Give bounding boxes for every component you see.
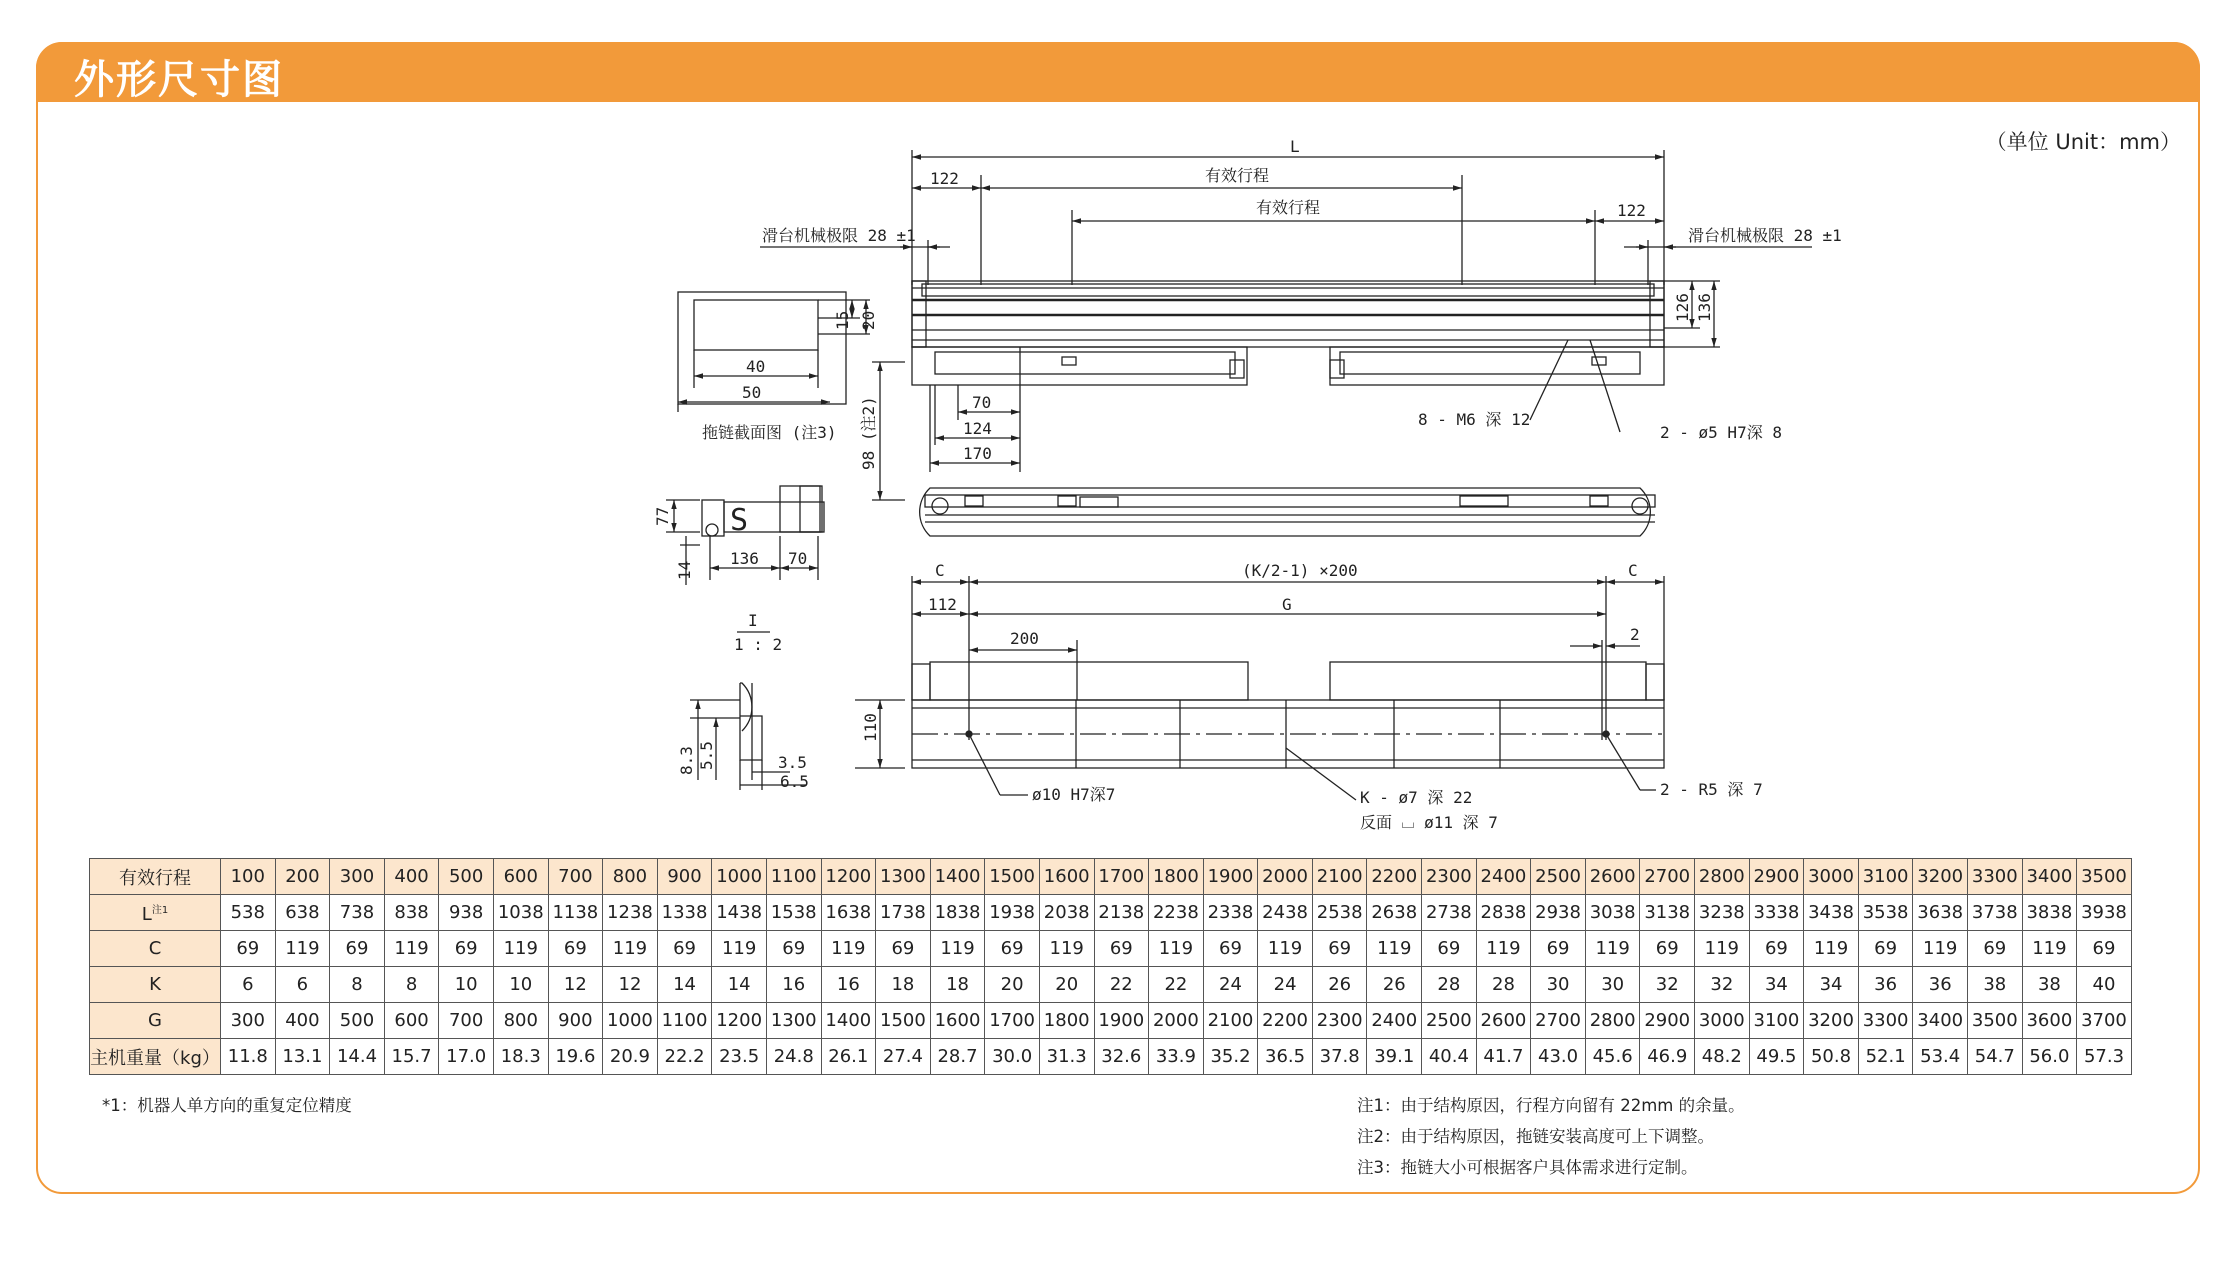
table-cell: 2700 [1640,859,1695,895]
table-cell: 6 [221,967,276,1003]
table-cell: 54.7 [1968,1039,2023,1075]
table-cell: 1338 [657,895,712,931]
table-cell: 69 [221,931,276,967]
dim-122-right-label: 122 [1617,201,1646,220]
table-cell: 300 [221,1003,276,1039]
table-cell: 24.8 [766,1039,821,1075]
dim-170-label: 170 [963,444,992,463]
detail-scale: 1 : 2 [734,635,783,654]
table-cell: 119 [2022,931,2077,967]
table-cell: 30 [1585,967,1640,1003]
table-cell: 36 [1858,967,1913,1003]
table-cell: 1500 [876,1003,931,1039]
table-cell: 1800 [1039,1003,1094,1039]
chain-dim-50-label: 50 [742,383,762,402]
table-cell: 38 [2022,967,2077,1003]
table-cell: 22 [1149,967,1204,1003]
table-cell: 69 [1312,931,1367,967]
table-cell: 2100 [1203,1003,1258,1039]
table-cell: 30.0 [985,1039,1040,1075]
table-cell: 14.4 [330,1039,385,1075]
table-cell: 27.4 [876,1039,931,1075]
table-cell: 2638 [1367,895,1422,931]
limit-left-label: 滑台机械极限 28 ±1 [762,226,916,245]
table-cell: 2800 [1585,1003,1640,1039]
table-cell: 1038 [493,895,548,931]
table-cell: 3400 [1913,1003,1968,1039]
table-cell: 3038 [1585,895,1640,931]
table-cell: 938 [439,895,494,931]
table-cell: 28 [1422,967,1477,1003]
table-cell: 69 [876,931,931,967]
table-cell: 1600 [1039,859,1094,895]
bottom-view [855,576,1664,800]
table-cell: 11.8 [221,1039,276,1075]
table-cell: 56.0 [2022,1039,2077,1075]
table-cell: 3300 [1968,859,2023,895]
bottom-k-label: (K/2-1) ×200 [1242,561,1358,580]
table-cell: 3338 [1749,895,1804,931]
table-cell: 1500 [985,859,1040,895]
table-cell: 2000 [1258,859,1313,895]
callout-10-label: ø10 H7深7 [1032,785,1116,804]
table-cell: 3138 [1640,895,1695,931]
table-cell: 14 [657,967,712,1003]
row-header-label: 有效行程 [119,867,191,889]
table-cell: 69 [548,931,603,967]
table-cell: 69 [1858,931,1913,967]
table-cell: 16 [821,967,876,1003]
table-cell: 1600 [930,1003,985,1039]
row-header [90,931,221,967]
table-cell: 36 [1913,967,1968,1003]
table-cell: 18 [876,967,931,1003]
table-cell: 3000 [1804,859,1859,895]
footnote-1: *1：机器人单方向的重复定位精度 [102,1096,352,1115]
table-cell: 3238 [1695,895,1750,931]
table-cell: 2500 [1531,859,1586,895]
table-cell: 1238 [603,895,658,931]
table-cell: 69 [2077,931,2132,967]
table-cell: 43.0 [1531,1039,1586,1075]
table-cell: 18.3 [493,1039,548,1075]
table-cell: 900 [657,859,712,895]
table-cell: 1138 [548,895,603,931]
table-cell: 50.8 [1804,1039,1859,1075]
table-cell: 13.1 [275,1039,330,1075]
row-header [90,1039,221,1075]
table-cell: 3200 [1804,1003,1859,1039]
table-cell: 32 [1640,967,1695,1003]
table-cell: 24 [1203,967,1258,1003]
table-cell: 1900 [1094,1003,1149,1039]
table-cell: 69 [1094,931,1149,967]
table-cell: 2400 [1476,859,1531,895]
chain-dim-40-label: 40 [746,357,766,376]
bottom-g-label: G [1282,595,1292,614]
table-cell: 26.1 [821,1039,876,1075]
table-cell: 32 [1695,967,1750,1003]
table-cell: 69 [1640,931,1695,967]
table-cell: 1438 [712,895,767,931]
table-cell: 69 [1203,931,1258,967]
dim-122-left-label: 122 [930,169,959,188]
spec-table [89,858,2132,1075]
section-title: 外形尺寸图 [74,57,284,103]
row-header-label: 主机重量（kg） [90,1047,220,1069]
table-cell: 69 [439,931,494,967]
callout-k2-label: 反面 ⌴ ø11 深 7 [1360,813,1498,832]
table-cell: 20 [985,967,1040,1003]
unit-note: （单位 Unit：mm） [1985,130,2181,154]
table-cell: 119 [1913,931,1968,967]
table-cell: 18 [930,967,985,1003]
row-header [90,1003,221,1039]
table-cell: 1938 [985,895,1040,931]
table-cell: 2438 [1258,895,1313,931]
table-cell: 8 [384,967,439,1003]
callout-m6-label: 8 - M6 深 12 [1418,410,1531,429]
table-cell: 2738 [1422,895,1477,931]
dim-98-label: 98 (注2) [859,396,878,470]
table-cell: 15.7 [384,1039,439,1075]
table-cell: 53.4 [1913,1039,1968,1075]
table-cell: 900 [548,1003,603,1039]
small-dim-136-label: 136 [730,549,759,568]
small-dim-70-label: 70 [788,549,808,568]
table-cell: 1100 [657,1003,712,1039]
table-cell: 10 [439,967,494,1003]
table-cell: 3200 [1913,859,1968,895]
table-cell: 49.5 [1749,1039,1804,1075]
table-cell: 1700 [985,1003,1040,1039]
table-row [90,895,2132,931]
detail-dim-83-label: 8.3 [677,746,696,775]
table-cell: 1800 [1149,859,1204,895]
table-cell: 3600 [2022,1003,2077,1039]
table-cell: 69 [1531,931,1586,967]
table-cell: 119 [1258,931,1313,967]
table-cell: 800 [493,1003,548,1039]
table-cell: 16 [766,967,821,1003]
table-cell: 700 [439,1003,494,1039]
table-cell: 119 [1585,931,1640,967]
table-cell: 119 [384,931,439,967]
table-cell: 600 [384,1003,439,1039]
table-cell: 1100 [766,859,821,895]
table-cell: 1000 [603,1003,658,1039]
detail-dim-55-label: 5.5 [697,741,716,770]
table-cell: 738 [330,895,385,931]
bottom-c-left-label: C [935,561,945,580]
table-cell: 3100 [1858,859,1913,895]
table-cell: 2900 [1640,1003,1695,1039]
table-cell: 26 [1312,967,1367,1003]
table-cell: 2300 [1312,1003,1367,1039]
table-cell: 2000 [1149,1003,1204,1039]
bottom-110-label: 110 [861,713,880,742]
table-cell: 119 [603,931,658,967]
table-cell: 69 [766,931,821,967]
table-cell: 35.2 [1203,1039,1258,1075]
dim-L-label: L [1290,137,1300,156]
dim-stroke-outer-label: 有效行程 [1205,166,1270,185]
table-cell: 119 [821,931,876,967]
table-cell: 28 [1476,967,1531,1003]
table-cell: 2938 [1531,895,1586,931]
table-cell: 1200 [712,1003,767,1039]
table-cell: 3700 [2077,1003,2132,1039]
dim-70-label: 70 [972,393,992,412]
table-cell: 2038 [1039,895,1094,931]
row-header-note: 注1 [151,904,169,916]
table-cell: 2338 [1203,895,1258,931]
table-cell: 69 [985,931,1040,967]
chain-dim-20-label: 20 [859,310,878,330]
table-cell: 41.7 [1476,1039,1531,1075]
detail-dim-65-label: 6.5 [780,772,809,791]
table-cell: 2200 [1258,1003,1313,1039]
table-cell: 119 [275,931,330,967]
table-cell: 57.3 [2077,1039,2132,1075]
table-row [90,967,2132,1003]
table-cell: 1838 [930,895,985,931]
table-cell: 119 [930,931,985,967]
table-cell: 34 [1804,967,1859,1003]
dim-136-label: 136 [1695,293,1714,322]
detail-dim-35-label: 3.5 [778,753,807,772]
s-logo: S [730,503,749,538]
table-cell: 1300 [766,1003,821,1039]
table-cell: 2600 [1585,859,1640,895]
table-cell: 3938 [2077,895,2132,931]
table-cell: 2100 [1312,859,1367,895]
table-cell: 3300 [1858,1003,1913,1039]
table-cell: 538 [221,895,276,931]
table-cell: 20.9 [603,1039,658,1075]
table-cell: 1700 [1094,859,1149,895]
table-cell: 2900 [1749,859,1804,895]
row-header [90,895,221,931]
table-cell: 22.2 [657,1039,712,1075]
table-cell: 600 [493,859,548,895]
table-cell: 1900 [1203,859,1258,895]
table-cell: 1400 [930,859,985,895]
note-1: 注1：由于结构原因，行程方向留有 22mm 的余量。 [1357,1096,1745,1115]
table-cell: 17.0 [439,1039,494,1075]
table-cell: 119 [493,931,548,967]
table-cell: 119 [1039,931,1094,967]
table-cell: 48.2 [1695,1039,1750,1075]
table-cell: 638 [275,895,330,931]
table-cell: 119 [1367,931,1422,967]
table-cell: 69 [1749,931,1804,967]
table-cell: 3500 [1968,1003,2023,1039]
table-cell: 2600 [1476,1003,1531,1039]
table-cell: 700 [548,859,603,895]
table-cell: 2700 [1531,1003,1586,1039]
table-cell: 1538 [766,895,821,931]
bottom-c-right-label: C [1628,561,1638,580]
table-cell: 22 [1094,967,1149,1003]
bottom-200-label: 200 [1010,629,1039,648]
table-cell: 400 [275,1003,330,1039]
table-cell: 28.7 [930,1039,985,1075]
chain-dim-15-label: 15 [833,310,852,330]
table-cell: 3738 [1968,895,2023,931]
row-header-label: K [149,974,161,995]
table-cell: 2500 [1422,1003,1477,1039]
table-cell: 69 [1422,931,1477,967]
table-cell: 30 [1531,967,1586,1003]
table-cell: 12 [603,967,658,1003]
table-cell: 20 [1039,967,1094,1003]
small-dim-77-label: 77 [653,506,672,526]
note-3: 注3：拖链大小可根据客户具体需求进行定制。 [1357,1158,1698,1177]
table-cell: 2238 [1149,895,1204,931]
table-cell: 33.9 [1149,1039,1204,1075]
table-cell: 3100 [1749,1003,1804,1039]
table-cell: 40 [2077,967,2132,1003]
table-cell: 45.6 [1585,1039,1640,1075]
table-cell: 38 [1968,967,2023,1003]
table-cell: 1300 [876,859,931,895]
table-cell: 36.5 [1258,1039,1313,1075]
table-cell: 69 [657,931,712,967]
table-row [90,1039,2132,1075]
table-cell: 838 [384,895,439,931]
table-cell: 2300 [1422,859,1477,895]
callout-r5-label: 2 - R5 深 7 [1660,780,1763,799]
table-cell: 14 [712,967,767,1003]
table-cell: 8 [330,967,385,1003]
table-cell: 1200 [821,859,876,895]
table-cell: 2400 [1367,1003,1422,1039]
row-header [90,967,221,1003]
table-cell: 200 [275,859,330,895]
table-cell: 39.1 [1367,1039,1422,1075]
table-cell: 119 [1695,931,1750,967]
table-cell: 19.6 [548,1039,603,1075]
table-cell: 12 [548,967,603,1003]
row-header-label: C [148,938,162,959]
table-cell: 40.4 [1422,1039,1477,1075]
table-cell: 69 [1968,931,2023,967]
bottom-2-label: 2 [1630,625,1640,644]
chain-caption: 拖链截面图 (注3) [702,423,837,442]
table-cell: 2538 [1312,895,1367,931]
dim-124-label: 124 [963,419,992,438]
row-header [90,859,221,895]
table-cell: 3538 [1858,895,1913,931]
row-header-label: L [141,903,152,925]
table-cell: 3000 [1695,1003,1750,1039]
table-cell: 34 [1749,967,1804,1003]
small-dim-14-label: 14 [675,560,694,580]
table-cell: 119 [1476,931,1531,967]
table-cell: 500 [330,1003,385,1039]
dim-126-label: 126 [1673,293,1692,322]
table-cell: 119 [1804,931,1859,967]
table-row [90,1003,2132,1039]
table-cell: 3838 [2022,895,2077,931]
bottom-112-label: 112 [928,595,957,614]
table-cell: 500 [439,859,494,895]
dim-stroke-inner-label: 有效行程 [1256,198,1321,217]
side-view [920,488,1655,536]
table-cell: 100 [221,859,276,895]
table-cell: 26 [1367,967,1422,1003]
table-cell: 300 [330,859,385,895]
callout-pin-label: 2 - ø5 H7深 8 [1660,423,1782,442]
table-cell: 1738 [876,895,931,931]
table-cell: 1000 [712,859,767,895]
table-cell: 24 [1258,967,1313,1003]
table-cell: 2200 [1367,859,1422,895]
table-cell: 2138 [1094,895,1149,931]
callout-k-label: K - ø7 深 22 [1360,788,1473,807]
chain-section [678,292,870,412]
table-cell: 37.8 [1312,1039,1367,1075]
table-cell: 23.5 [712,1039,767,1075]
table-cell: 800 [603,859,658,895]
table-cell: 52.1 [1858,1039,1913,1075]
table-cell: 46.9 [1640,1039,1695,1075]
table-cell: 69 [330,931,385,967]
table-cell: 6 [275,967,330,1003]
table-cell: 119 [712,931,767,967]
table-cell: 1400 [821,1003,876,1039]
note-2: 注2：由于结构原因，拖链安装高度可上下调整。 [1357,1127,1714,1146]
table-cell: 3638 [1913,895,1968,931]
table-cell: 10 [493,967,548,1003]
detail-label: I [748,611,758,630]
table-cell: 3438 [1804,895,1859,931]
table-cell: 2800 [1695,859,1750,895]
table-cell: 3500 [2077,859,2132,895]
table-cell: 3400 [2022,859,2077,895]
table-cell: 2838 [1476,895,1531,931]
table-cell: 119 [1149,931,1204,967]
table-row [90,859,2132,895]
row-header-label: G [148,1010,162,1031]
table-cell: 400 [384,859,439,895]
table-row [90,931,2132,967]
limit-right-label: 滑台机械极限 28 ±1 [1688,226,1842,245]
table-cell: 32.6 [1094,1039,1149,1075]
table-cell: 31.3 [1039,1039,1094,1075]
table-cell: 1638 [821,895,876,931]
